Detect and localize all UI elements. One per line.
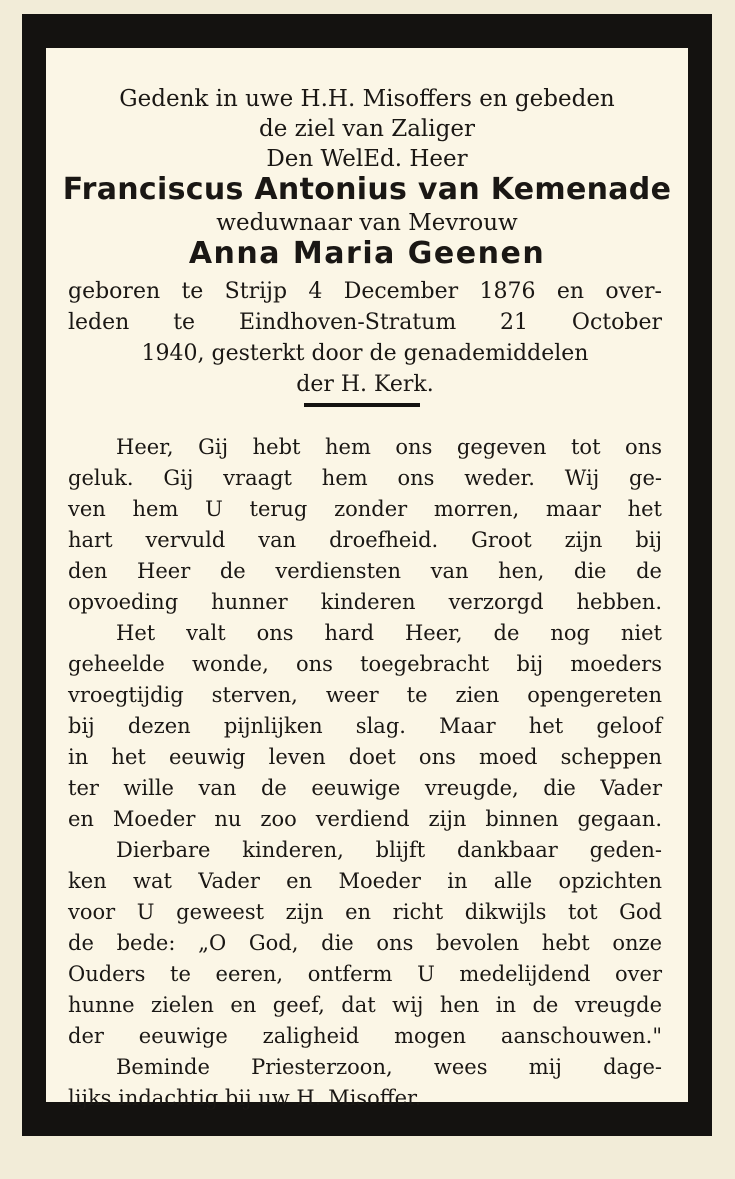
birth-death-line: 1940, gesterkt door de genademiddelen xyxy=(141,341,589,366)
prayer-line: ven hem U terug zonder morren, maar het xyxy=(68,497,662,521)
prayer-line: Dierbare kinderen, blijft dankbaar geden- xyxy=(116,838,662,862)
divider-rule xyxy=(304,403,420,407)
header-line-5: weduwnaar van Mevrouw xyxy=(216,210,518,236)
prayer-text xyxy=(68,432,662,1114)
prayer-line: Heer, Gij hebt hem ons gegeven tot ons xyxy=(116,435,662,459)
header-line-1: Gedenk in uwe H.H. Misoffers en gebeden xyxy=(119,86,615,112)
prayer-line: de bede: „O God, die ons bevolen hebt onze xyxy=(68,931,662,955)
header-line-2: de ziel van Zaliger xyxy=(259,116,475,142)
prayer-line: hunne zielen en geef, dat wij hen in de vreugde xyxy=(68,993,662,1017)
prayer-line: opvoeding hunner kinderen verzorgd hebben. xyxy=(68,590,662,614)
prayer-line: geluk. Gij vraagt hem ons weder. Wij ge- xyxy=(68,466,662,490)
prayer-line: Het valt ons hard Heer, de nog niet xyxy=(116,621,662,645)
prayer-line: hart vervuld van droefheid. Groot zijn bij xyxy=(68,528,662,552)
prayer-line: ken wat Vader en Moeder in alle opzichten xyxy=(68,869,662,893)
birth-death-block xyxy=(68,276,662,400)
prayer-line: ter wille van de eeuwige vreugde, die Vader xyxy=(68,776,662,800)
birth-death-line: geboren te Strijp 4 December 1876 en over- xyxy=(68,279,662,304)
prayer-line: Beminde Priesterzoon, wees mij dage- xyxy=(116,1055,662,1079)
prayer-line: en Moeder nu zoo verdiend zijn binnen gegaan. xyxy=(68,807,662,831)
deceased-name: Franciscus Antonius van Kemenade xyxy=(62,172,672,207)
prayer-line: der eeuwige zaligheid mogen aanschouwen." xyxy=(68,1024,662,1048)
prayer-line: in het eeuwig leven doet ons moed scheppen xyxy=(68,745,662,769)
spouse-name: Anna Maria Geenen xyxy=(188,236,546,271)
mourning-border xyxy=(22,14,712,1136)
birth-death-line: leden te Eindhoven-Stratum 21 October xyxy=(68,310,662,335)
prayer-line: bij dezen pijnlijken slag. Maar het geloof xyxy=(68,714,662,738)
prayer-line: vroegtijdig sterven, weer te zien opengereten xyxy=(68,683,662,707)
prayer-line: den Heer de verdiensten van hen, die de xyxy=(68,559,662,583)
prayer-line: geheelde wonde, ons toegebracht bij moeders xyxy=(68,652,662,676)
header-line-3: Den WelEd. Heer xyxy=(266,146,468,172)
prayer-line: voor U geweest zijn en richt dikwijls tot God xyxy=(68,900,662,924)
prayer-line: lijks indachtig bij uw H. Misoffer. xyxy=(68,1086,422,1110)
birth-death-line: der H. Kerk. xyxy=(296,372,434,397)
memorial-card xyxy=(46,48,688,1110)
prayer-line: Ouders te eeren, ontferm U medelijdend over xyxy=(68,962,662,986)
